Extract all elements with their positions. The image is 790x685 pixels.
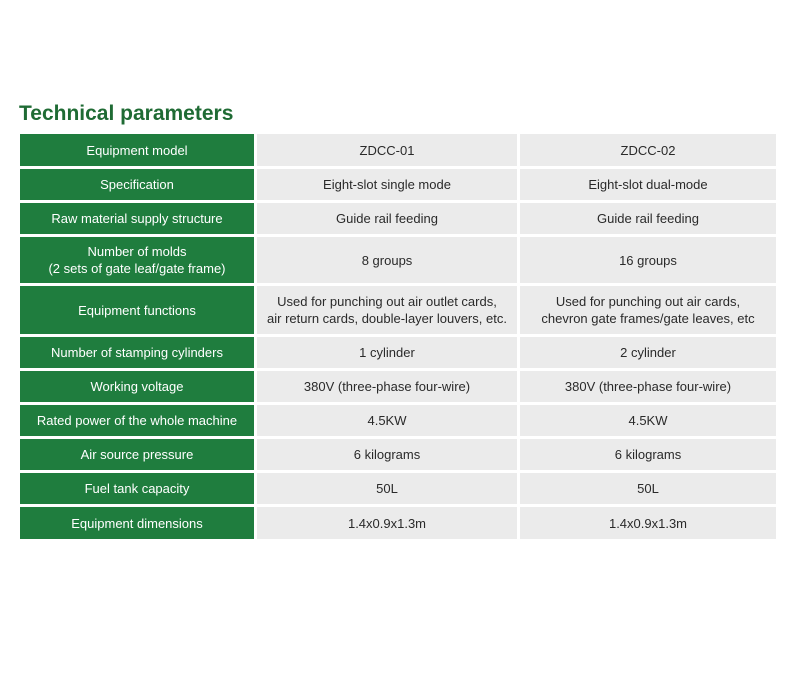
row-label: Working voltage — [20, 371, 254, 402]
value-zdcc-01: 50L — [257, 473, 517, 504]
value-zdcc-01: 6 kilograms — [257, 439, 517, 470]
table-row-stamping-cylinders — [20, 337, 776, 368]
table-row-equipment-model — [20, 134, 776, 166]
row-label: Number of stamping cylinders — [20, 337, 254, 368]
value-zdcc-02: 4.5KW — [520, 405, 776, 436]
value-zdcc-02: 2 cylinder — [520, 337, 776, 368]
value-zdcc-01: 8 groups — [257, 237, 517, 283]
row-label: Air source pressure — [20, 439, 254, 470]
value-zdcc-01: Eight-slot single mode — [257, 169, 517, 200]
value-zdcc-01: 1.4x0.9x1.3m — [257, 507, 517, 539]
value-zdcc-01: 4.5KW — [257, 405, 517, 436]
table-row-equipment-functions — [20, 286, 776, 334]
value-zdcc-02: Eight-slot dual-mode — [520, 169, 776, 200]
row-label: Rated power of the whole machine — [20, 405, 254, 436]
row-label: Equipment dimensions — [20, 507, 254, 539]
value-zdcc-02: 16 groups — [520, 237, 776, 283]
row-label: Equipment model — [20, 134, 254, 166]
table-row-equipment-dimensions — [20, 507, 776, 539]
value-zdcc-01: 1 cylinder — [257, 337, 517, 368]
value-zdcc-02: Used for punching out air cards, chevron gate frames/gate leaves, etc — [520, 286, 776, 334]
table-row-specification — [20, 169, 776, 200]
table-row-air-source-pressure — [20, 439, 776, 470]
row-label: Equipment functions — [20, 286, 254, 334]
value-zdcc-02: 6 kilograms — [520, 439, 776, 470]
table-row-fuel-tank-capacity — [20, 473, 776, 504]
value-zdcc-01: ZDCC-01 — [257, 134, 517, 166]
row-label: Number of molds (2 sets of gate leaf/gate frame) — [20, 237, 254, 283]
row-label: Specification — [20, 169, 254, 200]
row-label: Raw material supply structure — [20, 203, 254, 234]
value-zdcc-02: 1.4x0.9x1.3m — [520, 507, 776, 539]
value-zdcc-02: ZDCC-02 — [520, 134, 776, 166]
value-zdcc-01: Used for punching out air outlet cards, air return cards, double-layer louvers, etc. — [257, 286, 517, 334]
row-label: Fuel tank capacity — [20, 473, 254, 504]
value-zdcc-02: 50L — [520, 473, 776, 504]
value-zdcc-02: Guide rail feeding — [520, 203, 776, 234]
value-zdcc-02: 380V (three-phase four-wire) — [520, 371, 776, 402]
value-zdcc-01: 380V (three-phase four-wire) — [257, 371, 517, 402]
table-row-rated-power — [20, 405, 776, 436]
table-row-number-of-molds — [20, 237, 776, 283]
table-row-working-voltage — [20, 371, 776, 402]
page-title: Technical parameters — [19, 102, 234, 125]
technical-parameters-table — [17, 131, 779, 542]
value-zdcc-01: Guide rail feeding — [257, 203, 517, 234]
table-row-raw-material-supply — [20, 203, 776, 234]
